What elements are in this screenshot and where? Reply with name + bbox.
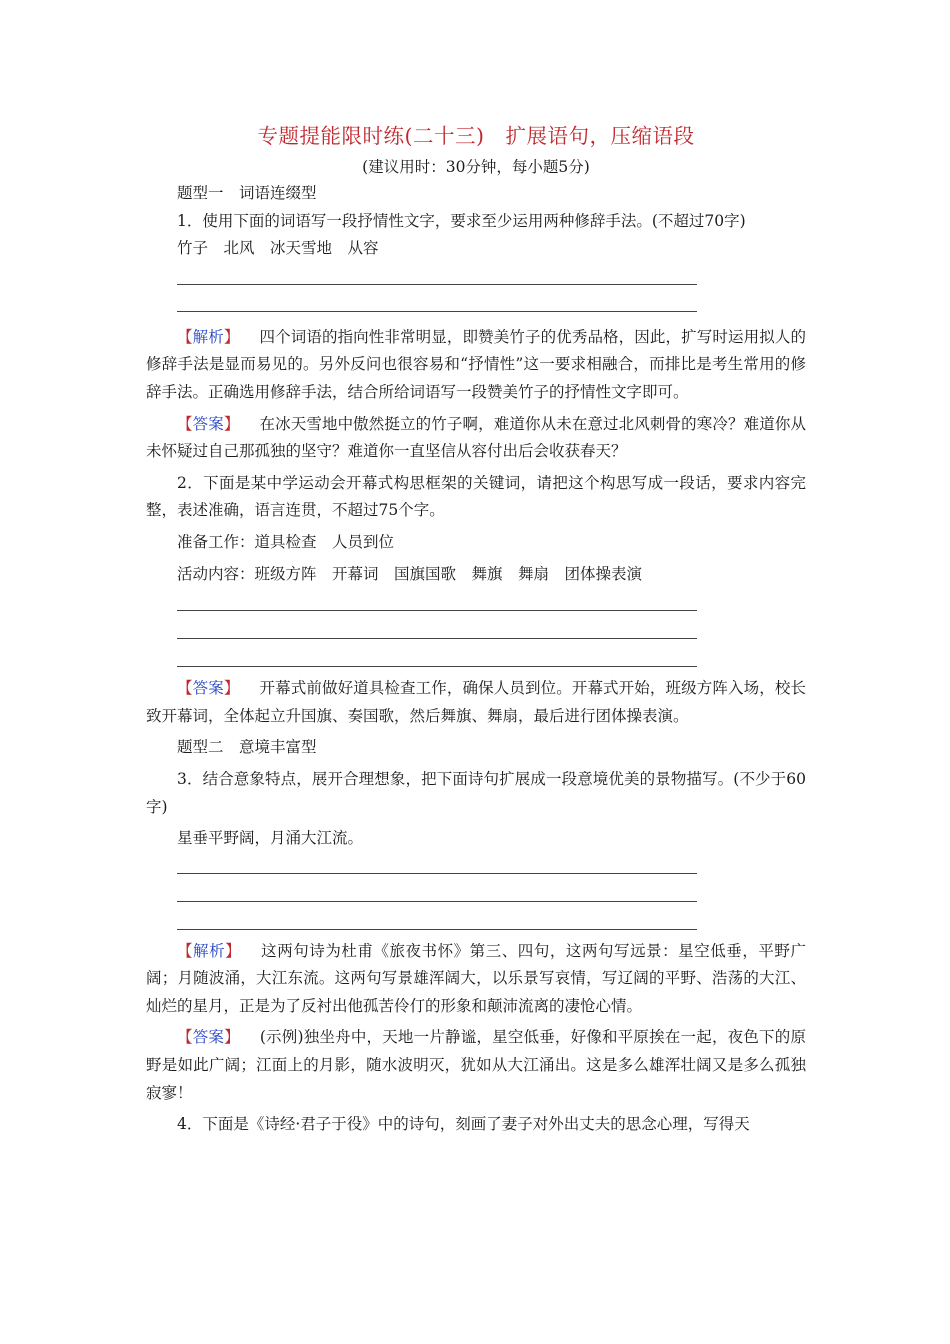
section-heading-2: 题型二 意境丰富型 <box>177 738 317 757</box>
answer-tag: 【答案】 <box>177 414 240 433</box>
question-1-answer <box>146 411 806 466</box>
question-2-activities: 活动内容：班级方阵 开幕词 国旗国歌 舞旗 舞扇 团体操表演 <box>177 564 643 583</box>
question-1-analysis <box>146 324 806 407</box>
page-subtitle: (建议用时：30分钟，每小题5分) <box>362 158 590 176</box>
answer-tag: 【答案】 <box>177 679 240 698</box>
question-3-analysis <box>146 938 806 1021</box>
question-2-stem: 2．下面是某中学运动会开幕式构思框架的关键词，请把这个构思写成一段话，要求内容完整，表述准确，语言连贯，不超过75个字。 <box>146 473 806 520</box>
section-heading-1: 题型一 词语连缀型 <box>177 184 317 202</box>
analysis-text: 四个词语的指向性非常明显，即赞美竹子的优秀品格，因此，扩写时运用拟人的修辞手法是显而易见的。另外反问也很容易和“抒情性”这一要求相融合，而排比是考生常用的修辞手法。正确选用修辞手法，结合所给词语写一段赞美竹子的抒情性文字即可。 <box>146 327 806 401</box>
question-3-stem: 3．结合意象特点，展开合理想象，把下面诗句扩展成一段意境优美的景物描写。(不少于60字) <box>146 769 806 816</box>
analysis-tag: 【解析】 <box>177 327 240 346</box>
question-2-answer <box>146 675 806 730</box>
question-1-words: 竹子 北风 冰天雪地 从容 <box>177 239 379 258</box>
question-1-stem: 1．使用下面的词语写一段抒情性文字，要求至少运用两种修辞手法。(不超过70字) <box>177 211 746 230</box>
analysis-tag: 【解析】 <box>177 941 242 960</box>
question-2-prep: 准备工作：道具检查 人员到位 <box>177 532 395 551</box>
analysis-text: 这两句诗为杜甫《旅夜书怀》第三、四句，这两句写远景：星空低垂，平野广阔；月随波涌，大江东流。这两句写景雄浑阔大，以乐景写哀情，写辽阔的平野、浩荡的大江、灿烂的星月，正是为了反衬出他孤苦伶仃的形象和颠沛流离的凄怆心情。 <box>146 941 806 1015</box>
question-3-poem: 星垂平野阔，月涌大江流。 <box>177 829 364 848</box>
page-title: 专题提能限时练(二十三) 扩展语句，压缩语段 <box>257 124 695 148</box>
answer-text: 开幕式前做好道具检查工作，确保人员到位。开幕式开始，班级方阵入场，校长致开幕词，全体起立升国旗、奏国歌，然后舞旗、舞扇，最后进行团体操表演。 <box>146 679 806 725</box>
answer-text: 在冰天雪地中傲然挺立的竹子啊，难道你从未在意过北风刺骨的寒冷？难道你从未怀疑过自己那孤独的坚守？难道你一直坚信从容付出后会收获春天？ <box>146 414 806 461</box>
question-3-answer <box>146 1024 806 1107</box>
question-4-stem: 4．下面是《诗经·君子于役》中的诗句，刻画了妻子对外出丈夫的思念心理，写得天 <box>177 1115 750 1134</box>
answer-tag: 【答案】 <box>177 1028 240 1047</box>
document-page <box>146 118 806 1139</box>
answer-text: (示例)独坐舟中，天地一片静谧，星空低垂，好像和平原挨在一起，夜色下的原野是如此广阔；江面上的月影，随水波明灭，犹如从大江涌出。这是多么雄浑壮阔又是多么孤独寂寥！ <box>146 1028 806 1102</box>
